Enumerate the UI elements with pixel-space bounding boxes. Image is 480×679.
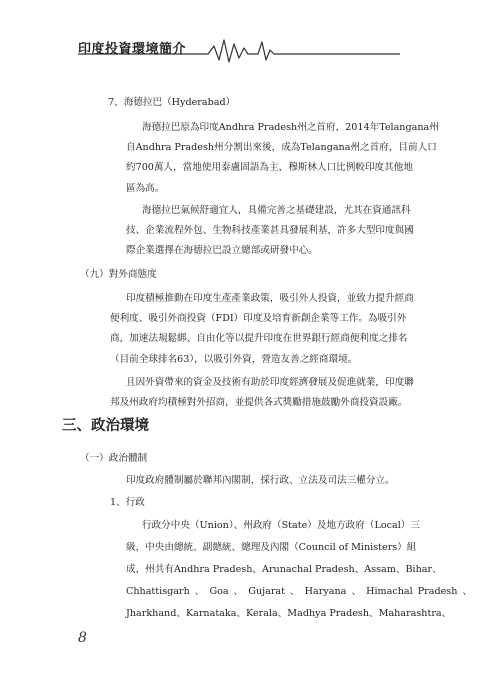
paragraph-line: 便利度、吸引外商投資（FDI）印度及培育新創企業等工作。為吸引外 bbox=[110, 313, 407, 324]
paragraph-line: 且因外資帶來的資金及技術有助於印度經濟發展及促進就業，印度聯 bbox=[126, 377, 414, 388]
section-title: 三、政治環境 bbox=[62, 418, 149, 434]
heading-hyderabad: 7、海德拉巴（Hyderabad） bbox=[108, 97, 236, 108]
paragraph-line: 邦及州政府均積極對外招商，並提供各式獎勵措施鼓勵外商投資設廠。 bbox=[110, 397, 408, 408]
paragraph-line: （目前全球排名63），以吸引外資，營造友善之經商環境。 bbox=[110, 354, 358, 365]
paragraph-line: 行政分中央（Union）、州政府（State）及地方政府（Local）三 bbox=[142, 520, 420, 531]
paragraph-line: 級，中央由總統、副總統、總理及內閣（Council of Ministers）組 bbox=[126, 542, 417, 553]
page-header bbox=[0, 0, 480, 72]
paragraph-line: 自Andhra Pradesh州分割出來後，成為Telangana州之首府，目前人口 bbox=[126, 142, 437, 153]
page-number: 8 bbox=[78, 630, 87, 646]
paragraph-line: 際企業選擇在海德拉巴設立總部或研發中心。 bbox=[126, 245, 318, 256]
paragraph-line: 技、企業流程外包、生物科技產業甚具發展利基，許多大型印度與國 bbox=[126, 225, 414, 236]
heading-executive: 1、行政 bbox=[110, 497, 145, 508]
paragraph-line: Chhattisgarh 、 Goa 、 Gujarat 、 Haryana 、 Himachal Pradesh 、 bbox=[126, 586, 473, 597]
paragraph-line: 約700萬人，當地使用泰盧固語為主，穆斯林人口比例較印度其他地 bbox=[126, 162, 413, 173]
paragraph-line: Jharkhand、Karnataka、Kerala、Madhya Pradesh、Maharashtra、 bbox=[126, 608, 452, 619]
header-title: 印度投資環境簡介 bbox=[78, 42, 187, 57]
paragraph-line: 成，州共有Andhra Pradesh、Arunachal Pradesh、Assam、Bihar、 bbox=[126, 564, 442, 575]
heading-attitude-to-foreign-investors: （九）對外商態度 bbox=[80, 269, 157, 280]
paragraph-line: 印度積極推動在印度生產產業政策，吸引外人投資，並致力提升經商 bbox=[126, 293, 414, 304]
paragraph-line: 區為高。 bbox=[126, 183, 165, 194]
paragraph-line: 海德拉巴氣候舒適宜人，具備完善之基礎建設，尤其在資通訊科 bbox=[142, 205, 411, 216]
paragraph-line: 海德拉巴原為印度Andhra Pradesh州之首府，2014年Telangana州 bbox=[142, 122, 439, 133]
header-heartbeat-line bbox=[0, 0, 480, 72]
heading-political-system: （一）政治體制 bbox=[80, 453, 148, 464]
paragraph-line: 商，加速法規鬆綁、自由化等以提升印度在世界銀行經商便利度之排名 bbox=[110, 333, 408, 344]
paragraph-line: 印度政府體制屬於聯邦內閣制，採行政、立法及司法三權分立。 bbox=[126, 475, 395, 486]
